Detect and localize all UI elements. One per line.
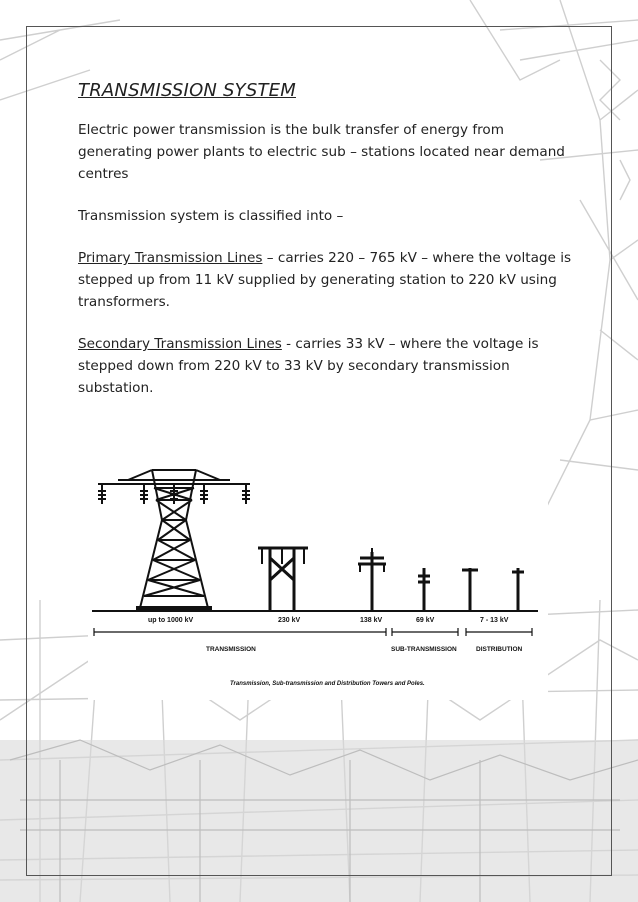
primary-lines-paragraph <box>78 247 578 313</box>
primary-lines-term: Primary Transmission Lines <box>78 250 263 266</box>
section-brackets <box>94 628 532 636</box>
page-title: TRANSMISSION SYSTEM <box>78 80 296 101</box>
tower-label: 138 kV <box>360 617 383 624</box>
tower-label: 69 kV <box>416 617 435 624</box>
secondary-lines-paragraph <box>78 333 578 399</box>
insulators-icon <box>98 490 250 610</box>
pole-138kv-icon <box>358 548 386 610</box>
secondary-lines-term: Secondary Transmission Lines <box>78 336 282 352</box>
document-body <box>78 80 578 419</box>
distribution-poles-icon <box>462 568 524 610</box>
intro-paragraph: Electric power transmission is the bulk transfer of energy from generating power plants to electric sub – stations located near demand centres <box>78 122 565 182</box>
pole-69kv-icon <box>418 568 430 610</box>
towers-figure <box>88 460 548 700</box>
tower-label: 230 kV <box>278 617 301 624</box>
secondary-lines-text: - carries 33 kV – where the voltage is stepped down from 220 kV to 33 kV by secondary transmission substation. <box>78 336 539 396</box>
figure-caption: Transmission, Sub-transmission and Distribution Towers and Poles. <box>230 681 425 687</box>
tower-label: 7 - 13 kV <box>480 617 509 624</box>
primary-lines-text: – carries 220 – 765 kV – where the voltage is stepped up from 11 kV supplied by generating station to 220 kV using transformers. <box>78 250 572 310</box>
towers-diagram <box>88 460 548 700</box>
classification-paragraph: Transmission system is classified into – <box>78 208 344 224</box>
tower-label: up to 1000 kV <box>148 617 194 624</box>
section-label: SUB-TRANSMISSION <box>391 646 457 653</box>
h-frame-tower-icon <box>258 548 308 610</box>
section-label: TRANSMISSION <box>206 646 256 653</box>
section-label: DISTRIBUTION <box>476 646 523 653</box>
